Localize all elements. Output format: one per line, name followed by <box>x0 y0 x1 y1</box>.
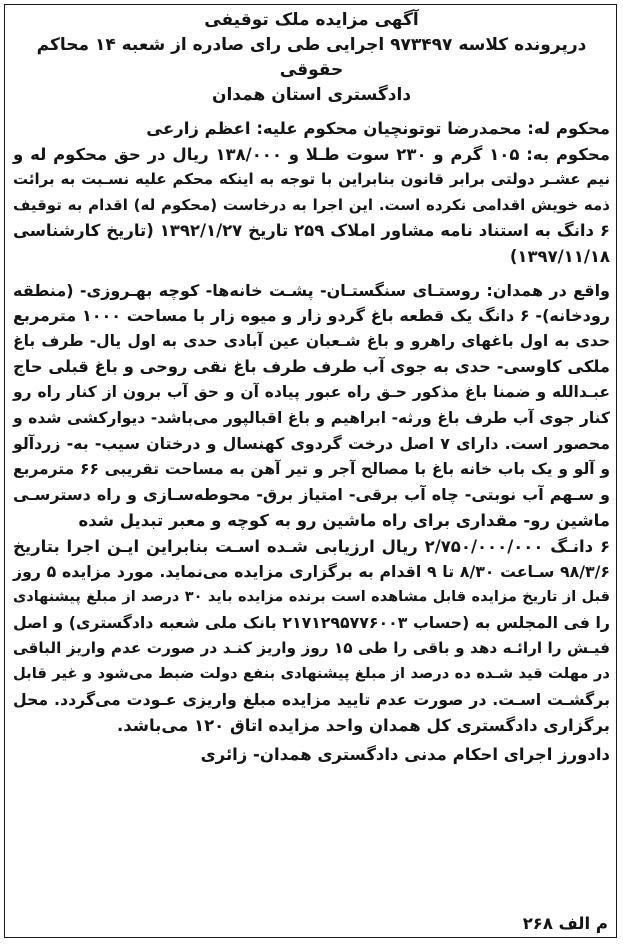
text-line: قبل از تاریخ مزایده قابل مشاهده است برنده مزایده باید ۳۰ درصد از مبلغ پیشنهادی <box>13 588 610 605</box>
text-line: را فی المجلس به (حساب ۲۱۷۱۲۹۵۷۷۶۰۰۳ بانک ملی شعبه دادگستری) و اصل <box>13 613 611 633</box>
text-line: کنار جوی آب طرف باغ ورثه- ابراهیم و باغ اقبالپور می‌باشد- دیوارکشی شده و <box>13 408 610 427</box>
notice-subtitle-line: درپرونده کلاسه ۹۷۳۴۹۷ اجرایی طی رای صادره از شعبه ۱۴ محاکم حقوقی <box>36 35 587 80</box>
notice-subtitle-line: دادگستری استان همدان <box>211 85 412 105</box>
property-paragraph <box>13 278 610 534</box>
text-line: ماشین رو- مقداری برای راه ماشین رو به کوچه و معبر تبدیل شده <box>78 510 610 530</box>
text-line: محکوم به: ۱۰۵ گرم و ۲۳۰ سوت طـلا و ۱۳۸/۰۰۰ ریال در حق محکوم له و <box>13 144 610 164</box>
text-line: ۶ دانگ به استناد نامه مشاور املاک ۲۵۹ تاریخ ۱۳۹۲/۱/۲۷ (تاریخ کارشناسی <box>13 221 610 241</box>
text-line: واقع در همدان: روستـای سنگستـان- پشـت خانه‌ها- کوچه بهـروزی- (منطقه <box>13 280 610 300</box>
text-line: و سـهم آب نوبتی- چاه آب برقی- امتیاز برق- محوطه‌سـازی و راه دسترسـی <box>13 485 610 505</box>
text-line: ذمه خویش اقدامی نکرده است. این اجرا به درخاست (محکوم له) اقدام به توقیف <box>13 195 610 214</box>
judgment-paragraph <box>13 142 610 270</box>
text-line: ۶ دانـگ ۲/۷۵۰/۰۰۰/۰۰۰ ریال ارزیابی شـده اسـت بنابراین ایـن اجرا بتاریخ <box>13 536 611 556</box>
text-line: نیم عشـر دولتی برابر قانون بنابراین با توجه به اینکه محکم علیه نسـبت به برائت <box>13 170 610 189</box>
text-line: محصور است. دارای ۷ اصل درخت گردوی کهنسال و درختان سیب- به- زردآلو <box>13 434 610 454</box>
notice-title: آگهی مزایده ملک توقیفی <box>204 10 419 30</box>
text-line: برگشـت اسـت. در صورت عدم تایید مزایده مبلغ واریزی عـودت می‌گردد. محل <box>13 690 610 710</box>
notice-code: م الف ۲۶۸ <box>522 914 608 933</box>
text-line: رودخانه)- ۶ دانگ یک قطعه باغ گردو زار و میوه زار با مساحت ۱۰۰۰ مترمربع <box>13 306 611 326</box>
auction-notice <box>4 4 617 938</box>
text-line: ۹۸/۳/۶ سـاعت ۸/۳۰ تا ۹ اقدام به برگزاری مزایده می‌نماید. مورد مزایده ۵ روز <box>13 562 611 582</box>
text-line: حدی به اول باغهای راهرو و باغ شـعبان عین آبادی حدی به اول یال- طرف باغ <box>13 331 610 350</box>
text-line: ۱۳۹۷/۱۱/۱۸) <box>509 246 610 266</box>
auction-terms-paragraph <box>13 534 610 739</box>
signature-line: دادورز اجرای احکام مدنی دادگستری همدان- زائری <box>200 745 610 765</box>
text-line: فیـش را ارائـه دهد و باقی را طی ۱۵ روز واریز کنـد در صورت عدم واریز الباقی <box>13 638 610 657</box>
text-line: ملکی کاوسی- حدی به جوی آب طرف طرف باغ نقی روحی و باغ قبلی حاج <box>13 357 610 377</box>
text-line: برگزاری دادگستری کل همدان واحد مزایده اتاق ۱۲۰ می‌باشد. <box>116 715 610 735</box>
text-line: عبـدالله و ضمنا باغ مذکور حـق راه عبور پیاده آن و حق آب برون از کنار راه رو <box>13 382 610 401</box>
parties-line: محکوم له: محمدرضا توتونچیان محکوم علیه: اعظم زارعی <box>146 119 610 138</box>
text-line: در مهلت قید شـده ده درصد از مبلغ پیشنهادی بنفع دولت ضبط می‌شود و غیر قابل <box>13 665 610 683</box>
text-line: و آلو و یک باب خانه باغ با مصالح آجر و تیر آهن به مساحت تقریبی ۶۶ مترمربع <box>13 459 610 478</box>
